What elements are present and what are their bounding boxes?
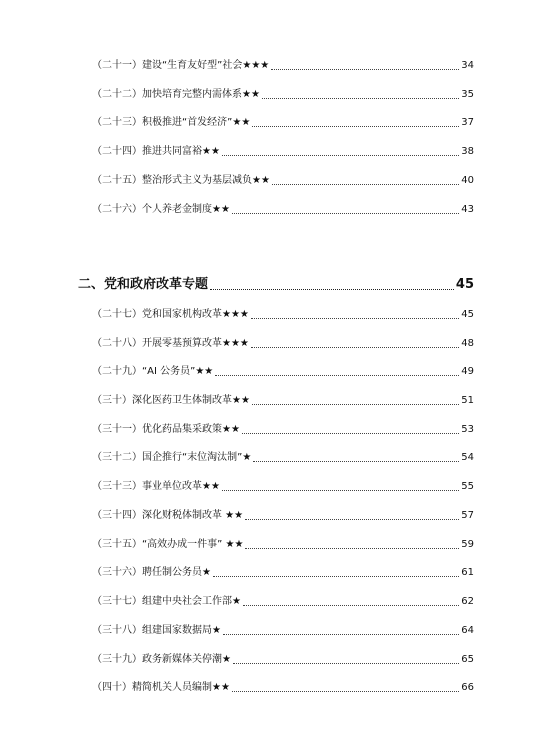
dot-leader	[210, 288, 454, 290]
toc-entry-title: （二十六）个人养老金制度★★	[92, 204, 230, 215]
dot-leader	[253, 460, 459, 462]
toc-entry[interactable]	[92, 650, 474, 666]
toc-entry-title: （三十一）优化药品集采政策★★	[92, 424, 240, 435]
toc-entry-page: 37	[461, 117, 474, 128]
toc-entry[interactable]	[92, 535, 474, 551]
toc-entry[interactable]	[92, 171, 474, 187]
toc-entry-title: （二十三）积极推进“首发经济”★★	[92, 117, 251, 128]
toc-entry-title: （四十）精简机关人员编制★★	[92, 682, 230, 693]
toc-entry-page: 38	[461, 146, 474, 157]
toc-entry[interactable]	[92, 621, 474, 637]
toc-entry-title: （三十八）组建国家数据局★	[92, 625, 221, 636]
toc-entry[interactable]	[92, 477, 474, 493]
toc-entry[interactable]	[92, 85, 474, 101]
dot-leader	[245, 518, 459, 520]
toc-entry[interactable]	[92, 391, 474, 407]
dot-leader	[233, 662, 459, 664]
toc-section-heading[interactable]	[78, 273, 474, 293]
dot-leader	[262, 97, 459, 99]
toc-entry[interactable]	[92, 142, 474, 158]
toc-entry-page: 34	[461, 60, 474, 71]
dot-leader	[215, 374, 459, 376]
toc-entry-page: 59	[461, 539, 474, 550]
toc-entry-title: （二十八）开展零基预算改革★★★	[92, 338, 249, 349]
toc-entry-title: （三十五）“高效办成一件事” ★★	[92, 539, 244, 550]
toc-entry-page: 48	[461, 338, 474, 349]
dot-leader	[271, 68, 459, 70]
toc-entry-title: （三十三）事业单位改革★★	[92, 481, 220, 492]
toc-entry-title: （二十一）建设“生育友好型”社会★★★	[92, 60, 270, 71]
dot-leader	[272, 183, 459, 185]
dot-leader	[222, 489, 459, 491]
toc-entry-page: 51	[461, 395, 474, 406]
toc-entry-page: 49	[461, 366, 474, 377]
dot-leader	[251, 346, 459, 348]
dot-leader	[245, 547, 459, 549]
toc-entry-page: 53	[461, 424, 474, 435]
toc-entry-page: 54	[461, 452, 474, 463]
toc-entry-page: 66	[461, 682, 474, 693]
toc-entry-title: （二十四）推进共同富裕★★	[92, 146, 220, 157]
toc-entry[interactable]	[92, 592, 474, 608]
dot-leader	[232, 690, 459, 692]
toc-entry-page: 45	[461, 309, 474, 320]
toc-entry-title: （三十二）国企推行“末位淘汰制”★	[92, 452, 252, 463]
dot-leader	[222, 154, 459, 156]
toc-entry-page: 57	[461, 510, 474, 521]
toc-entry-title: （三十）深化医药卫生体制改革★★	[92, 395, 250, 406]
toc-entry[interactable]	[92, 113, 474, 129]
dot-leader	[213, 575, 459, 577]
toc-entry[interactable]	[92, 56, 474, 72]
toc-entry[interactable]	[92, 200, 474, 216]
toc-entry-title: （三十六）聘任制公务员★	[92, 567, 211, 578]
dot-leader	[252, 125, 459, 127]
toc-entry-title: （二十五）整治形式主义为基层减负★★	[92, 175, 270, 186]
toc-entry[interactable]	[92, 334, 474, 350]
toc-entry[interactable]	[92, 362, 474, 378]
section-page: 45	[455, 277, 474, 292]
toc-entry-page: 40	[461, 175, 474, 186]
section-title: 二、党和政府改革专题	[78, 277, 209, 292]
dot-leader	[242, 432, 459, 434]
toc-entry-page: 64	[461, 625, 474, 636]
toc-entry-page: 43	[461, 204, 474, 215]
dot-leader	[243, 604, 459, 606]
toc-entry[interactable]	[92, 305, 474, 321]
dot-leader	[251, 317, 459, 319]
toc-entry[interactable]	[92, 563, 474, 579]
toc-entry[interactable]	[92, 678, 474, 694]
dot-leader	[232, 212, 459, 214]
toc-entry-page: 62	[461, 596, 474, 607]
toc-entry-title: （三十九）政务新媒体关停潮★	[92, 654, 231, 665]
toc-entry-title: （三十七）组建中央社会工作部★	[92, 596, 241, 607]
toc-entry-title: （二十九）“AI 公务员”★★	[92, 366, 214, 377]
toc-entry-page: 61	[461, 567, 474, 578]
toc-entry-page: 55	[461, 481, 474, 492]
toc-entry[interactable]	[92, 420, 474, 436]
toc-entry-page: 65	[461, 654, 474, 665]
toc-entry[interactable]	[92, 506, 474, 522]
toc-entry-title: （三十四）深化财税体制改革 ★★	[92, 510, 244, 521]
dot-leader	[223, 633, 459, 635]
toc-entry-page: 35	[461, 89, 474, 100]
toc-entry-title: （二十七）党和国家机构改革★★★	[92, 309, 249, 320]
toc-entry[interactable]	[92, 448, 474, 464]
toc-entry-title: （二十二）加快培育完整内需体系★★	[92, 89, 260, 100]
dot-leader	[252, 403, 459, 405]
